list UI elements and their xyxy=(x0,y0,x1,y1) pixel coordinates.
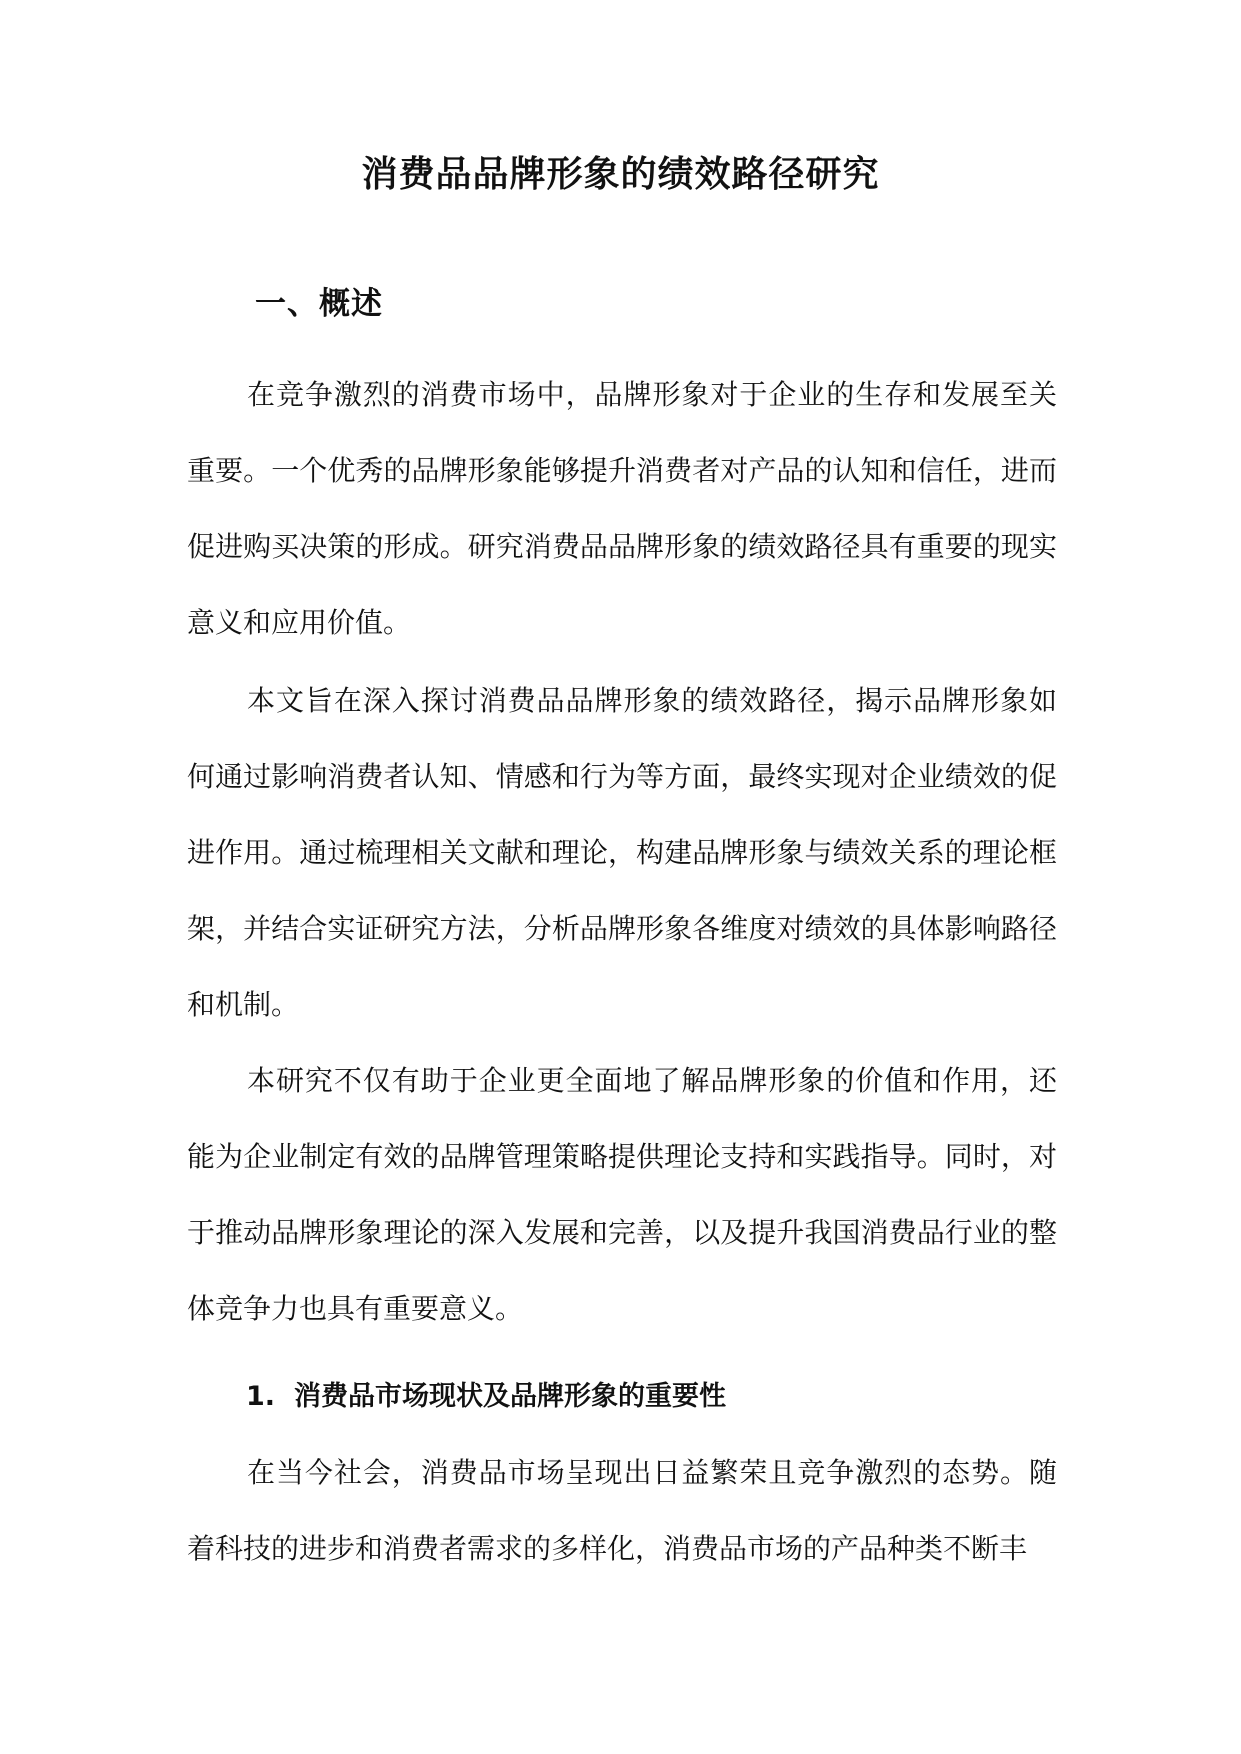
paragraph-significance: 本研究不仅有助于企业更全面地了解品牌形象的价值和作用，还能为企业制定有效的品牌管理策略提供理论支持和实践指导。同时，对于推动品牌形象理论的深入发展和完善，以及提升我国消费品行业的整体竞争力也具有重要意义。 xyxy=(187,1064,1057,1325)
paragraph-intro: 在竞争激烈的消费市场中，品牌形象对于企业的生存和发展至关重要。一个优秀的品牌形象能够提升消费者对产品的认知和信任，进而促进购买决策的形成。研究消费品品牌形象的绩效路径具有重要的现实意义和应用价值。 xyxy=(187,378,1057,639)
paragraph-market-status: 在当今社会，消费品市场呈现出日益繁荣且竞争激烈的态势。随着科技的进步和消费者需求的多样化，消费品市场的产品种类不断丰 xyxy=(187,1456,1057,1565)
document-title: 消费品品牌形象的绩效路径研究 xyxy=(361,154,880,195)
paragraph-purpose: 本文旨在深入探讨消费品品牌形象的绩效路径，揭示品牌形象如何通过影响消费者认知、情感和行为等方面，最终实现对企业绩效的促进作用。通过梳理相关文献和理论，构建品牌形象与绩效关系的理论框架，并结合实证研究方法，分析品牌形象各维度对绩效的具体影响路径和机制。 xyxy=(187,684,1057,1021)
section-heading-overview: 一、概述 xyxy=(255,286,383,322)
subsection-number: 1. xyxy=(246,1381,276,1412)
subsection-title: 消费品市场现状及品牌形象的重要性 xyxy=(294,1381,726,1412)
subsection-heading xyxy=(246,1377,726,1417)
